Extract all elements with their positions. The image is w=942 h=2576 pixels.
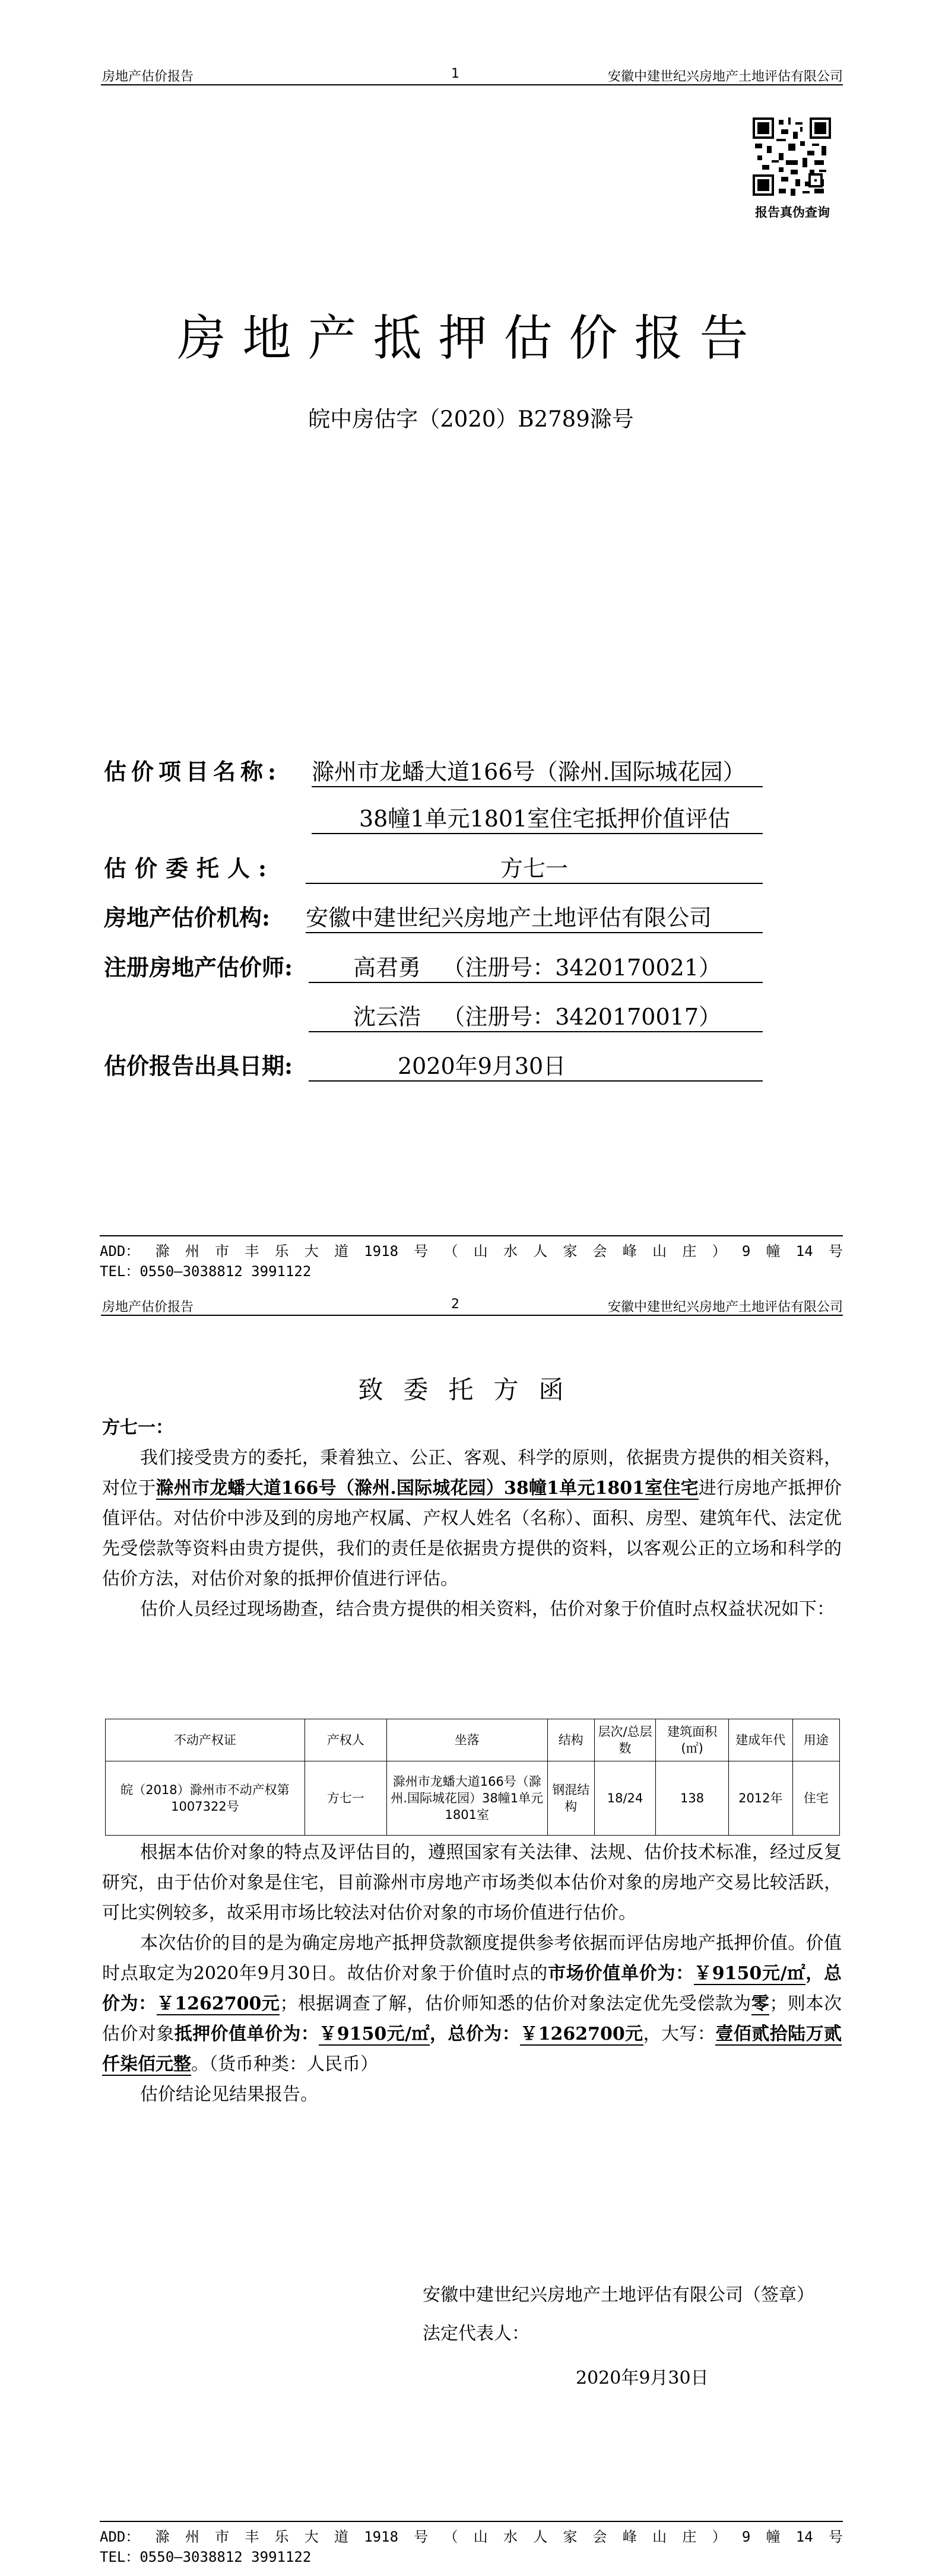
footer-address xyxy=(100,2527,843,2547)
agency-label: 房地产估价机构: xyxy=(104,904,271,931)
addr-part: 9 xyxy=(741,2529,751,2545)
addr-part: 市 xyxy=(215,2529,230,2545)
header-report-name: 房地产估价报告 xyxy=(102,1300,194,1315)
addr-part: 1918 xyxy=(364,2529,399,2545)
addr-part: 大 xyxy=(304,2529,319,2545)
footer-address xyxy=(100,1241,843,1261)
paragraph-4 xyxy=(102,1928,842,2079)
p4-mortgage-unit-price: ￥9150元/㎡ xyxy=(319,2024,430,2044)
header-company: 安徽中建世纪兴房地产土地评估有限公司 xyxy=(607,1300,843,1315)
page-header xyxy=(101,66,843,85)
addr-part: 号 xyxy=(828,1243,843,1260)
addr-part: （ xyxy=(443,2529,458,2545)
project-value-line2: 38幢1单元1801室住宅抵押价值评估 xyxy=(312,800,763,834)
p4-total-label: ，总价为： xyxy=(102,1963,842,2014)
page-2 xyxy=(0,1290,942,2576)
project-value-line1: 滁州市龙蟠大道166号（滁州.国际城花园） xyxy=(312,753,763,787)
addr-part: 会 xyxy=(592,1243,607,1260)
addr-part: 14 xyxy=(795,2529,813,2545)
report-number: 皖中房估字（2020）B2789滁号 xyxy=(308,406,634,432)
col-usage: 用途 xyxy=(792,1719,839,1761)
addr-part: 家 xyxy=(563,2529,578,2545)
header-report-name: 房地产估价报告 xyxy=(102,69,194,84)
addr-part: （ xyxy=(443,1243,458,1260)
property-table xyxy=(105,1719,840,1836)
page-number: 1 xyxy=(451,66,459,81)
letter-body-bottom xyxy=(102,1837,842,2110)
addr-part: 幢 xyxy=(766,1243,781,1260)
client-value: 方七一 xyxy=(306,850,763,884)
addr-part: 14 xyxy=(795,1243,813,1260)
cover-info xyxy=(104,753,816,1092)
addr-part: 号 xyxy=(828,2529,843,2545)
qr-code-icon[interactable] xyxy=(753,117,831,196)
col-structure: 结构 xyxy=(547,1719,594,1761)
addr-part: 市 xyxy=(215,1243,230,1260)
p4-mortgage-total: ￥1262700元 xyxy=(520,2024,643,2044)
cell-usage: 住宅 xyxy=(792,1761,839,1836)
col-cert: 不动产权证 xyxy=(106,1719,305,1761)
addr-part: 道 xyxy=(334,2529,348,2545)
addr-part: ） xyxy=(712,1243,727,1260)
letter-body-top xyxy=(102,1413,842,1624)
addr-part: 滁 xyxy=(155,2529,170,2545)
sign-representative: 法定代表人： xyxy=(423,2323,529,2344)
sign-date: 2020年9月30日 xyxy=(576,2368,709,2389)
sign-company: 安徽中建世纪兴房地产土地评估有限公司（签章） xyxy=(423,2285,814,2305)
agency-value: 安徽中建世纪兴房地产土地评估有限公司 xyxy=(306,899,763,933)
letter-title: 致委托方函 xyxy=(358,1375,584,1404)
footer-tel: TEL：0550—3038812 3991122 xyxy=(100,2549,312,2565)
cell-structure: 钢混结构 xyxy=(547,1761,594,1836)
p4-currency: 。（货币种类：人民币） xyxy=(191,2054,378,2075)
p4-text: 本次估价的目的是为确定房地产抵押贷款额度提供参考依据而评估房地产抵押价值。价值时点取定为2020年9月30日。故估价对象于价值时点的 xyxy=(102,1933,842,1984)
addr-part: 1918 xyxy=(364,1243,399,1260)
paragraph-2: 估价人员经过现场勘查，结合贵方提供的相关资料，估价对象于价值时点权益状况如下： xyxy=(140,1599,835,1620)
page-header xyxy=(101,1297,843,1316)
col-location: 坐落 xyxy=(386,1719,547,1761)
report-title: 房地产抵押估价报告 xyxy=(177,310,765,367)
p4-mortgage-label: 抵押价值单价为： xyxy=(174,2024,319,2044)
p4-market-label: 市场价值单价为： xyxy=(547,1963,694,1984)
addr-part: 山 xyxy=(652,1243,667,1260)
addr-part: ） xyxy=(712,2529,727,2545)
cell-cert: 皖（2018）滁州市不动产权第1007322号 xyxy=(106,1761,305,1836)
p4-text: ，大写： xyxy=(643,2024,716,2044)
addr-part: 人 xyxy=(533,2529,548,2545)
cell-floors: 18/24 xyxy=(594,1761,655,1836)
table-header-row xyxy=(106,1719,840,1761)
paragraph-3: 根据本估价对象的特点及评估目的，遵照国家有关法律、法规、估价技术标准，经过反复研究，由于估价对象是住宅，目前滁州市房地产市场类似本估价对象的房地产交易比较活跃，可比实例较多，故采用市场比较法对估价对象的市场价值进行估价。 xyxy=(102,1842,842,1923)
client-label: 估价委托人: xyxy=(104,855,275,882)
cell-year: 2012年 xyxy=(729,1761,793,1836)
addr-part: 人 xyxy=(533,1243,548,1260)
project-label: 估价项目名称: xyxy=(104,758,281,785)
p4-text: ；根据调查了解，估价师知悉的估价对象法定优先受偿款为 xyxy=(280,1993,751,2014)
addr-part: 庄 xyxy=(682,1243,697,1260)
addr-part: 会 xyxy=(592,2529,607,2545)
addr-part: 州 xyxy=(185,1243,199,1260)
appraiser-2: 沈云浩 （注册号：3420170017） xyxy=(309,998,763,1032)
addr-part: 峰 xyxy=(622,1243,637,1260)
addr-part: 乐 xyxy=(274,2529,289,2545)
addr-part: 丰 xyxy=(245,2529,259,2545)
page-number: 2 xyxy=(451,1297,459,1312)
p1-subject: 滁州市龙蟠大道166号（滁州.国际城花园）38幢1单元1801室住宅 xyxy=(156,1478,699,1499)
paragraph-1 xyxy=(102,1443,842,1594)
addr-part: 号 xyxy=(414,1243,429,1260)
addr-part: 家 xyxy=(563,1243,578,1260)
addr-part: ADD： xyxy=(100,1243,140,1260)
addr-part: 山 xyxy=(652,2529,667,2545)
cell-owner: 方七一 xyxy=(305,1761,386,1836)
addr-part: 乐 xyxy=(274,1243,289,1260)
col-area: 建筑面积(㎡) xyxy=(656,1719,729,1761)
addr-part: 庄 xyxy=(682,2529,697,2545)
addr-part: 州 xyxy=(185,2529,199,2545)
p4-amount-in-words: 壹佰贰拾陆万贰仟柒佰元整 xyxy=(102,2024,842,2075)
p4-text: ；则本次估价对象 xyxy=(102,1993,842,2044)
col-owner: 产权人 xyxy=(305,1719,386,1761)
addr-part: ADD： xyxy=(100,2529,140,2545)
col-year: 建成年代 xyxy=(729,1719,793,1761)
p1-text-rest: 进行房地产抵押价值评估。对估价中涉及到的房地产权属、产权人姓名（名称）、面积、房型、建筑年代、法定优先受偿款等资料由贵方提供，我们的责任是依据贵方提供的资料，以客观公正的立场和科学的估价方法，对估价对象的抵押价值进行评估。 xyxy=(102,1478,842,1589)
p1-text: 我们接受贵方的委托，秉着独立、公正、客观、科学的原则，依据贵方提供的相关资料，对位于 xyxy=(102,1448,842,1499)
date-value: 2020年9月30日 xyxy=(309,1048,763,1082)
addr-part: 水 xyxy=(503,2529,518,2545)
cell-area: 138 xyxy=(656,1761,729,1836)
page-footer xyxy=(100,1235,843,1281)
addr-part: 山 xyxy=(473,1243,488,1260)
table-row xyxy=(106,1761,840,1836)
footer-tel: TEL：0550—3038812 3991122 xyxy=(100,1263,312,1280)
page-footer xyxy=(100,2521,843,2567)
addr-part: 水 xyxy=(503,1243,518,1260)
qr-caption: 报告真伪查询 xyxy=(755,205,830,220)
addr-part: 丰 xyxy=(245,1243,259,1260)
p4-market-total: ￥1262700元 xyxy=(156,1993,280,2014)
p4-priority-amount: 零 xyxy=(751,1993,770,2014)
p4-total-label: ，总价为： xyxy=(429,2024,521,2044)
addr-part: 幢 xyxy=(766,2529,781,2545)
col-floors: 层次/总层数 xyxy=(594,1719,655,1761)
addr-part: 山 xyxy=(473,2529,488,2545)
addr-part: 峰 xyxy=(622,2529,637,2545)
appraiser-label: 注册房地产估价师: xyxy=(104,954,293,981)
date-label: 估价报告出具日期: xyxy=(104,1052,293,1079)
addr-part: 号 xyxy=(414,2529,429,2545)
addr-part: 滁 xyxy=(155,1243,170,1260)
salutation: 方七一： xyxy=(102,1417,173,1438)
appraiser-1: 高君勇 （注册号：3420170021） xyxy=(309,949,763,983)
cell-location: 滁州市龙蟠大道166号（滁州.国际城花园）38幢1单元1801室 xyxy=(386,1761,547,1836)
paragraph-5: 估价结论见结果报告。 xyxy=(140,2084,318,2105)
addr-part: 大 xyxy=(304,1243,319,1260)
addr-part: 9 xyxy=(741,1243,751,1260)
p4-market-unit-price: ￥9150元/㎡ xyxy=(694,1963,806,1984)
addr-part: 道 xyxy=(334,1243,348,1260)
header-company: 安徽中建世纪兴房地产土地评估有限公司 xyxy=(607,69,843,84)
